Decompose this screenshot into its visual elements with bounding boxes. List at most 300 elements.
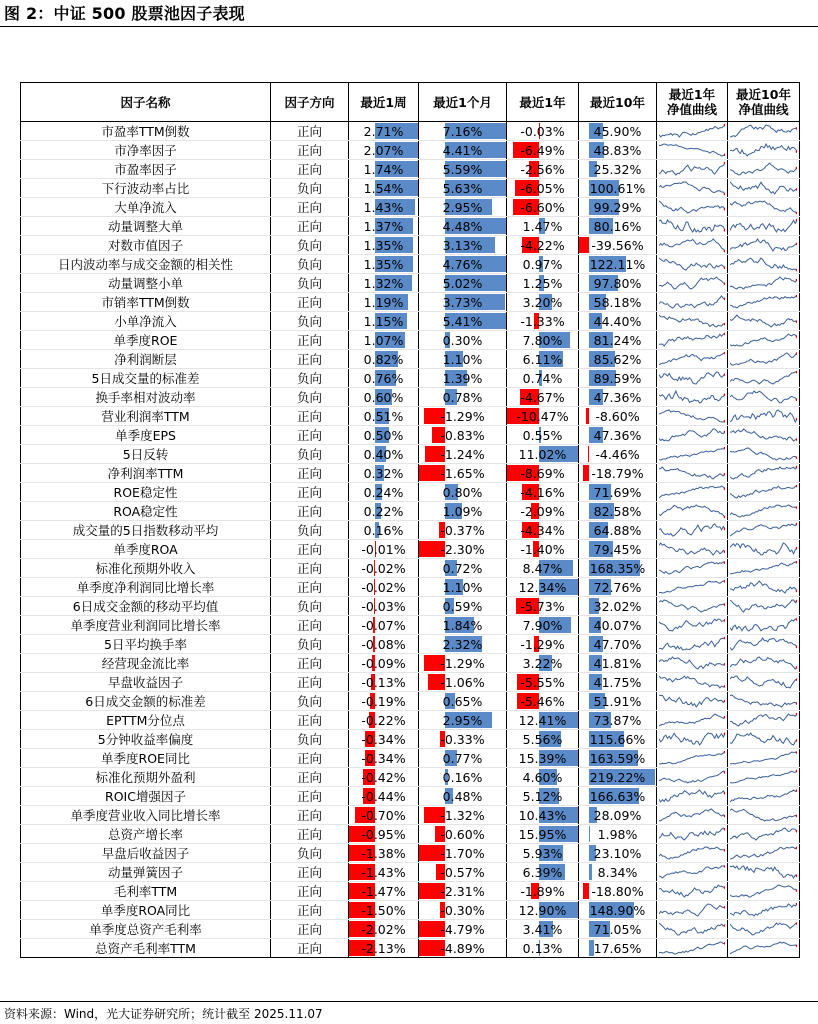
cell-last-10-years (579, 293, 657, 312)
cell-last-week (349, 730, 419, 749)
sparkline-path (659, 562, 725, 574)
factor-name: ROE稳定性 (21, 483, 271, 502)
cell-last-week (349, 426, 419, 445)
table-row (21, 198, 800, 217)
net-value-curve-1y (657, 293, 728, 312)
cell-last-10-years (579, 312, 657, 331)
cell-last-week (349, 597, 419, 616)
factor-name: 单季度ROE同比 (21, 749, 271, 768)
sparkline-path (730, 315, 797, 327)
cell-last-year (507, 616, 579, 635)
value-label: 4.76% (442, 256, 483, 272)
cell-last-10-years (579, 920, 657, 939)
sparkline (730, 275, 797, 291)
value-label: -0.34% (361, 750, 406, 766)
value-label: 1.35% (363, 237, 404, 253)
sparkline-end-marker (724, 637, 725, 640)
net-value-curve-1y (657, 426, 728, 445)
cell-last-week (349, 939, 419, 958)
cell-last-month (419, 521, 507, 540)
net-value-curve-10y (728, 274, 800, 293)
value-label: -1.06% (440, 674, 485, 690)
cell-last-week (349, 540, 419, 559)
value-label: 0.60% (363, 389, 404, 405)
sparkline (659, 503, 725, 519)
value-label: 168.35% (589, 560, 646, 576)
sparkline-end-marker (796, 320, 797, 323)
cell-last-month (419, 730, 507, 749)
negative-bar (586, 408, 589, 424)
net-value-curve-10y (728, 597, 800, 616)
cell-last-10-years (579, 939, 657, 958)
sparkline-path (730, 429, 797, 441)
net-value-curve-1y (657, 502, 728, 521)
factor-name: 经营现金流比率 (21, 654, 271, 673)
cell-last-year (507, 160, 579, 179)
value-label: -0.08% (361, 636, 406, 652)
cell-last-year (507, 502, 579, 521)
factor-direction: 正向 (271, 920, 349, 939)
cell-last-year (507, 293, 579, 312)
cell-last-week (349, 768, 419, 787)
sparkline-path (730, 790, 797, 802)
factor-name: 5日反转 (21, 445, 271, 464)
sparkline-end-marker (796, 219, 797, 222)
cell-last-10-years (579, 559, 657, 578)
factor-direction: 正向 (271, 711, 349, 730)
value-label: 1.47% (522, 218, 563, 234)
factor-name: 动量调整大单 (21, 217, 271, 236)
table-row (21, 787, 800, 806)
sparkline-end-marker (796, 561, 797, 564)
net-value-curve-1y (657, 274, 728, 293)
sparkline (659, 256, 725, 272)
table-row (21, 122, 800, 141)
cell-last-year (507, 426, 579, 445)
sparkline (730, 294, 797, 310)
value-label: -0.19% (361, 693, 406, 709)
value-label: 11.02% (518, 446, 567, 462)
value-label: -1.32% (440, 807, 485, 823)
cell-last-10-years (579, 141, 657, 160)
factor-performance-table (20, 82, 800, 958)
value-label: -1.29% (520, 636, 565, 652)
sparkline (730, 712, 797, 728)
net-value-curve-1y (657, 369, 728, 388)
factor-direction: 正向 (271, 882, 349, 901)
cell-last-week (349, 692, 419, 711)
header-1y-curve: 最近1年 净值曲线 (657, 83, 728, 122)
cell-last-10-years (579, 445, 657, 464)
table-row (21, 255, 800, 274)
net-value-curve-10y (728, 388, 800, 407)
sparkline-path (730, 163, 797, 175)
value-label: 0.80% (442, 484, 483, 500)
value-label: 51.91% (593, 693, 642, 709)
cell-last-month (419, 274, 507, 293)
sparkline-path (659, 638, 725, 650)
sparkline (659, 294, 725, 310)
factor-direction: 正向 (271, 350, 349, 369)
table-row (21, 502, 800, 521)
cell-last-month (419, 768, 507, 787)
sparkline-path (730, 391, 797, 403)
sparkline (730, 769, 797, 785)
table-row (21, 350, 800, 369)
sparkline-end-marker (724, 906, 725, 909)
cell-last-month (419, 160, 507, 179)
factor-direction: 正向 (271, 863, 349, 882)
value-label: -2.56% (520, 161, 565, 177)
sparkline-path (659, 353, 725, 365)
sparkline (730, 750, 797, 766)
sparkline-path (659, 239, 725, 251)
factor-direction: 负向 (271, 692, 349, 711)
sparkline-path (659, 505, 725, 517)
sparkline-path (659, 467, 725, 479)
sparkline-path (659, 752, 725, 764)
factor-direction: 正向 (271, 293, 349, 312)
sparkline (730, 693, 797, 709)
factor-name: 毛利率TTM (21, 882, 271, 901)
net-value-curve-10y (728, 445, 800, 464)
title-rule (0, 26, 818, 27)
net-value-curve-1y (657, 255, 728, 274)
cell-last-month (419, 597, 507, 616)
factor-name: EPTTM分位点 (21, 711, 271, 730)
sparkline (730, 674, 797, 690)
value-label: 0.16% (442, 769, 483, 785)
value-label: 5.56% (522, 731, 563, 747)
source-note: 资料来源：Wind，光大证券研究所；统计截至 2025.11.07 (4, 1007, 323, 1021)
factor-direction: 负向 (271, 369, 349, 388)
cell-last-month (419, 654, 507, 673)
net-value-curve-10y (728, 806, 800, 825)
sparkline (730, 617, 797, 633)
sparkline-path (730, 752, 797, 764)
sparkline (659, 332, 725, 348)
cell-last-month (419, 217, 507, 236)
sparkline (659, 636, 725, 652)
value-label: 0.74% (522, 370, 563, 386)
value-label: 5.12% (522, 788, 563, 804)
value-label: 2.95% (442, 199, 483, 215)
sparkline (730, 465, 797, 481)
value-label: -6.60% (520, 199, 565, 215)
net-value-curve-10y (728, 559, 800, 578)
table-row (21, 160, 800, 179)
sparkline (659, 617, 725, 633)
cell-last-month (419, 711, 507, 730)
value-label: 0.59% (442, 598, 483, 614)
sparkline-end-marker (724, 603, 725, 606)
net-value-curve-1y (657, 141, 728, 160)
value-label: 1.10% (442, 579, 483, 595)
cell-last-10-years (579, 749, 657, 768)
value-label: -1.70% (440, 845, 485, 861)
sparkline-path (730, 296, 797, 308)
cell-last-year (507, 350, 579, 369)
cell-last-week (349, 578, 419, 597)
value-label: 41.81% (593, 655, 642, 671)
table-row (21, 654, 800, 673)
cell-last-year (507, 331, 579, 350)
sparkline (730, 788, 797, 804)
value-label: 73.87% (593, 712, 642, 728)
sparkline (730, 807, 797, 823)
cell-last-year (507, 464, 579, 483)
sparkline-path (659, 847, 725, 859)
positive-bar (589, 864, 592, 880)
value-label: 15.39% (518, 750, 567, 766)
sparkline (659, 845, 725, 861)
cell-last-year (507, 863, 579, 882)
sparkline-end-marker (796, 485, 797, 488)
factor-table-container (20, 82, 800, 958)
sparkline-path (730, 885, 797, 897)
sparkline-end-marker (724, 323, 725, 326)
value-label: -0.03% (361, 598, 406, 614)
cell-last-week (349, 388, 419, 407)
cell-last-week (349, 350, 419, 369)
cell-last-week (349, 217, 419, 236)
net-value-curve-10y (728, 825, 800, 844)
factor-name: 5日平均换手率 (21, 635, 271, 654)
sparkline (730, 636, 797, 652)
net-value-curve-10y (728, 331, 800, 350)
value-label: 80.16% (593, 218, 642, 234)
negative-bar (588, 446, 589, 462)
table-row (21, 521, 800, 540)
factor-name: 市盈率因子 (21, 160, 271, 179)
factor-direction: 负向 (271, 445, 349, 464)
value-label: 4.48% (442, 218, 483, 234)
factor-name: 5日成交量的标准差 (21, 369, 271, 388)
sparkline (730, 199, 797, 215)
factor-direction: 负向 (271, 255, 349, 274)
cell-last-week (349, 787, 419, 806)
net-value-curve-1y (657, 483, 728, 502)
header-direction: 因子方向 (271, 83, 349, 122)
sparkline-path (659, 619, 725, 631)
cell-last-week (349, 464, 419, 483)
sparkline-path (659, 410, 725, 422)
net-value-curve-10y (728, 426, 800, 445)
value-label: 0.82% (363, 351, 404, 367)
sparkline-end-marker (796, 188, 797, 191)
net-value-curve-1y (657, 407, 728, 426)
header-factor-name: 因子名称 (21, 83, 271, 122)
cell-last-month (419, 388, 507, 407)
sparkline-path (730, 201, 797, 213)
sparkline (659, 123, 725, 139)
cell-last-year (507, 787, 579, 806)
value-label: 0.50% (363, 427, 404, 443)
cell-last-month (419, 806, 507, 825)
cell-last-10-years (579, 730, 657, 749)
sparkline-path (730, 562, 797, 574)
cell-last-month (419, 350, 507, 369)
cell-last-10-years (579, 331, 657, 350)
sparkline-path (659, 163, 725, 175)
cell-last-week (349, 635, 419, 654)
value-label: -2.30% (440, 541, 485, 557)
sparkline-path (659, 486, 725, 498)
table-row (21, 540, 800, 559)
value-label: -0.42% (361, 769, 406, 785)
sparkline-path (730, 144, 797, 156)
sparkline (659, 902, 725, 918)
net-value-curve-10y (728, 616, 800, 635)
cell-last-week (349, 825, 419, 844)
factor-name: 日内波动率与成交金额的相关性 (21, 255, 271, 274)
net-value-curve-1y (657, 160, 728, 179)
net-value-curve-1y (657, 711, 728, 730)
factor-name: 动量弹簧因子 (21, 863, 271, 882)
cell-last-month (419, 787, 507, 806)
cell-last-10-years (579, 388, 657, 407)
sparkline-path (730, 733, 797, 745)
sparkline-end-marker (724, 229, 725, 232)
net-value-curve-1y (657, 863, 728, 882)
value-label: -6.49% (520, 142, 565, 158)
table-row (21, 616, 800, 635)
net-value-curve-1y (657, 312, 728, 331)
net-value-curve-10y (728, 236, 800, 255)
value-label: 48.83% (593, 142, 642, 158)
cell-last-week (349, 198, 419, 217)
value-label: 6.39% (522, 864, 563, 880)
factor-direction: 正向 (271, 616, 349, 635)
cell-last-year (507, 673, 579, 692)
value-label: 89.59% (593, 370, 642, 386)
sparkline (659, 693, 725, 709)
sparkline (659, 275, 725, 291)
cell-last-month (419, 293, 507, 312)
factor-name: 5分钟收益率偏度 (21, 730, 271, 749)
sparkline-path (730, 866, 797, 878)
cell-last-month (419, 863, 507, 882)
factor-name: 标准化预期外盈利 (21, 768, 271, 787)
net-value-curve-10y (728, 369, 800, 388)
value-label: 12.34% (518, 579, 567, 595)
table-row (21, 711, 800, 730)
table-row (21, 768, 800, 787)
value-label: 4.41% (442, 142, 483, 158)
value-label: 28.09% (593, 807, 642, 823)
table-row (21, 597, 800, 616)
cell-last-year (507, 920, 579, 939)
value-label: -0.60% (440, 826, 485, 842)
factor-name: 总资产增长率 (21, 825, 271, 844)
factor-direction: 正向 (271, 407, 349, 426)
net-value-curve-1y (657, 540, 728, 559)
cell-last-week (349, 749, 419, 768)
sparkline (730, 541, 797, 557)
net-value-curve-10y (728, 198, 800, 217)
cell-last-year (507, 730, 579, 749)
sparkline-path (659, 581, 725, 593)
sparkline-end-marker (724, 298, 725, 301)
value-label: -1.33% (520, 313, 565, 329)
sparkline-path (730, 657, 797, 669)
cell-last-10-years (579, 407, 657, 426)
cell-last-week (349, 654, 419, 673)
table-row (21, 692, 800, 711)
cell-last-month (419, 939, 507, 958)
factor-direction: 正向 (271, 825, 349, 844)
sparkline-path (659, 220, 725, 232)
value-label: 0.97% (522, 256, 563, 272)
factor-direction: 负向 (271, 597, 349, 616)
sparkline (659, 883, 725, 899)
cell-last-10-years (579, 179, 657, 198)
cell-last-10-years (579, 787, 657, 806)
net-value-curve-10y (728, 122, 800, 141)
header-last-10-years: 最近10年 (579, 83, 657, 122)
cell-last-week (349, 863, 419, 882)
net-value-curve-10y (728, 578, 800, 597)
value-label: 1.98% (597, 826, 638, 842)
value-label: -1.47% (361, 883, 406, 899)
factor-name: 动量调整小单 (21, 274, 271, 293)
value-label: -10.47% (516, 408, 569, 424)
sparkline-path (730, 410, 797, 422)
sparkline (659, 161, 725, 177)
sparkline (659, 712, 725, 728)
factor-name: 对数市值因子 (21, 236, 271, 255)
value-label: 115.66% (589, 731, 646, 747)
value-label: 5.41% (442, 313, 483, 329)
cell-last-year (507, 559, 579, 578)
negative-bar (579, 237, 589, 253)
cell-last-10-years (579, 217, 657, 236)
table-row (21, 920, 800, 939)
value-label: -18.79% (591, 465, 644, 481)
sparkline-path (659, 733, 725, 745)
value-label: 3.13% (442, 237, 483, 253)
sparkline-path (659, 201, 725, 213)
table-row (21, 844, 800, 863)
sparkline-path (659, 429, 725, 441)
sparkline-path (659, 942, 725, 954)
sparkline-path (659, 543, 725, 555)
sparkline-path (730, 847, 797, 859)
value-label: 71.69% (593, 484, 642, 500)
value-label: -1.65% (440, 465, 485, 481)
cell-last-month (419, 920, 507, 939)
factor-direction: 正向 (271, 654, 349, 673)
value-label: 2.95% (442, 712, 483, 728)
sparkline (730, 237, 797, 253)
value-label: 5.93% (522, 845, 563, 861)
value-label: 47.70% (593, 636, 642, 652)
cell-last-week (349, 806, 419, 825)
sparkline-path (659, 315, 725, 327)
value-label: 0.65% (442, 693, 483, 709)
value-label: 0.30% (442, 332, 483, 348)
value-label: 148.90% (589, 902, 646, 918)
cell-last-year (507, 654, 579, 673)
net-value-curve-1y (657, 217, 728, 236)
table-row (21, 274, 800, 293)
cell-last-year (507, 198, 579, 217)
value-label: -4.16% (520, 484, 565, 500)
sparkline (730, 826, 797, 842)
cell-last-month (419, 198, 507, 217)
net-value-curve-10y (728, 502, 800, 521)
factor-direction: 负向 (271, 179, 349, 198)
